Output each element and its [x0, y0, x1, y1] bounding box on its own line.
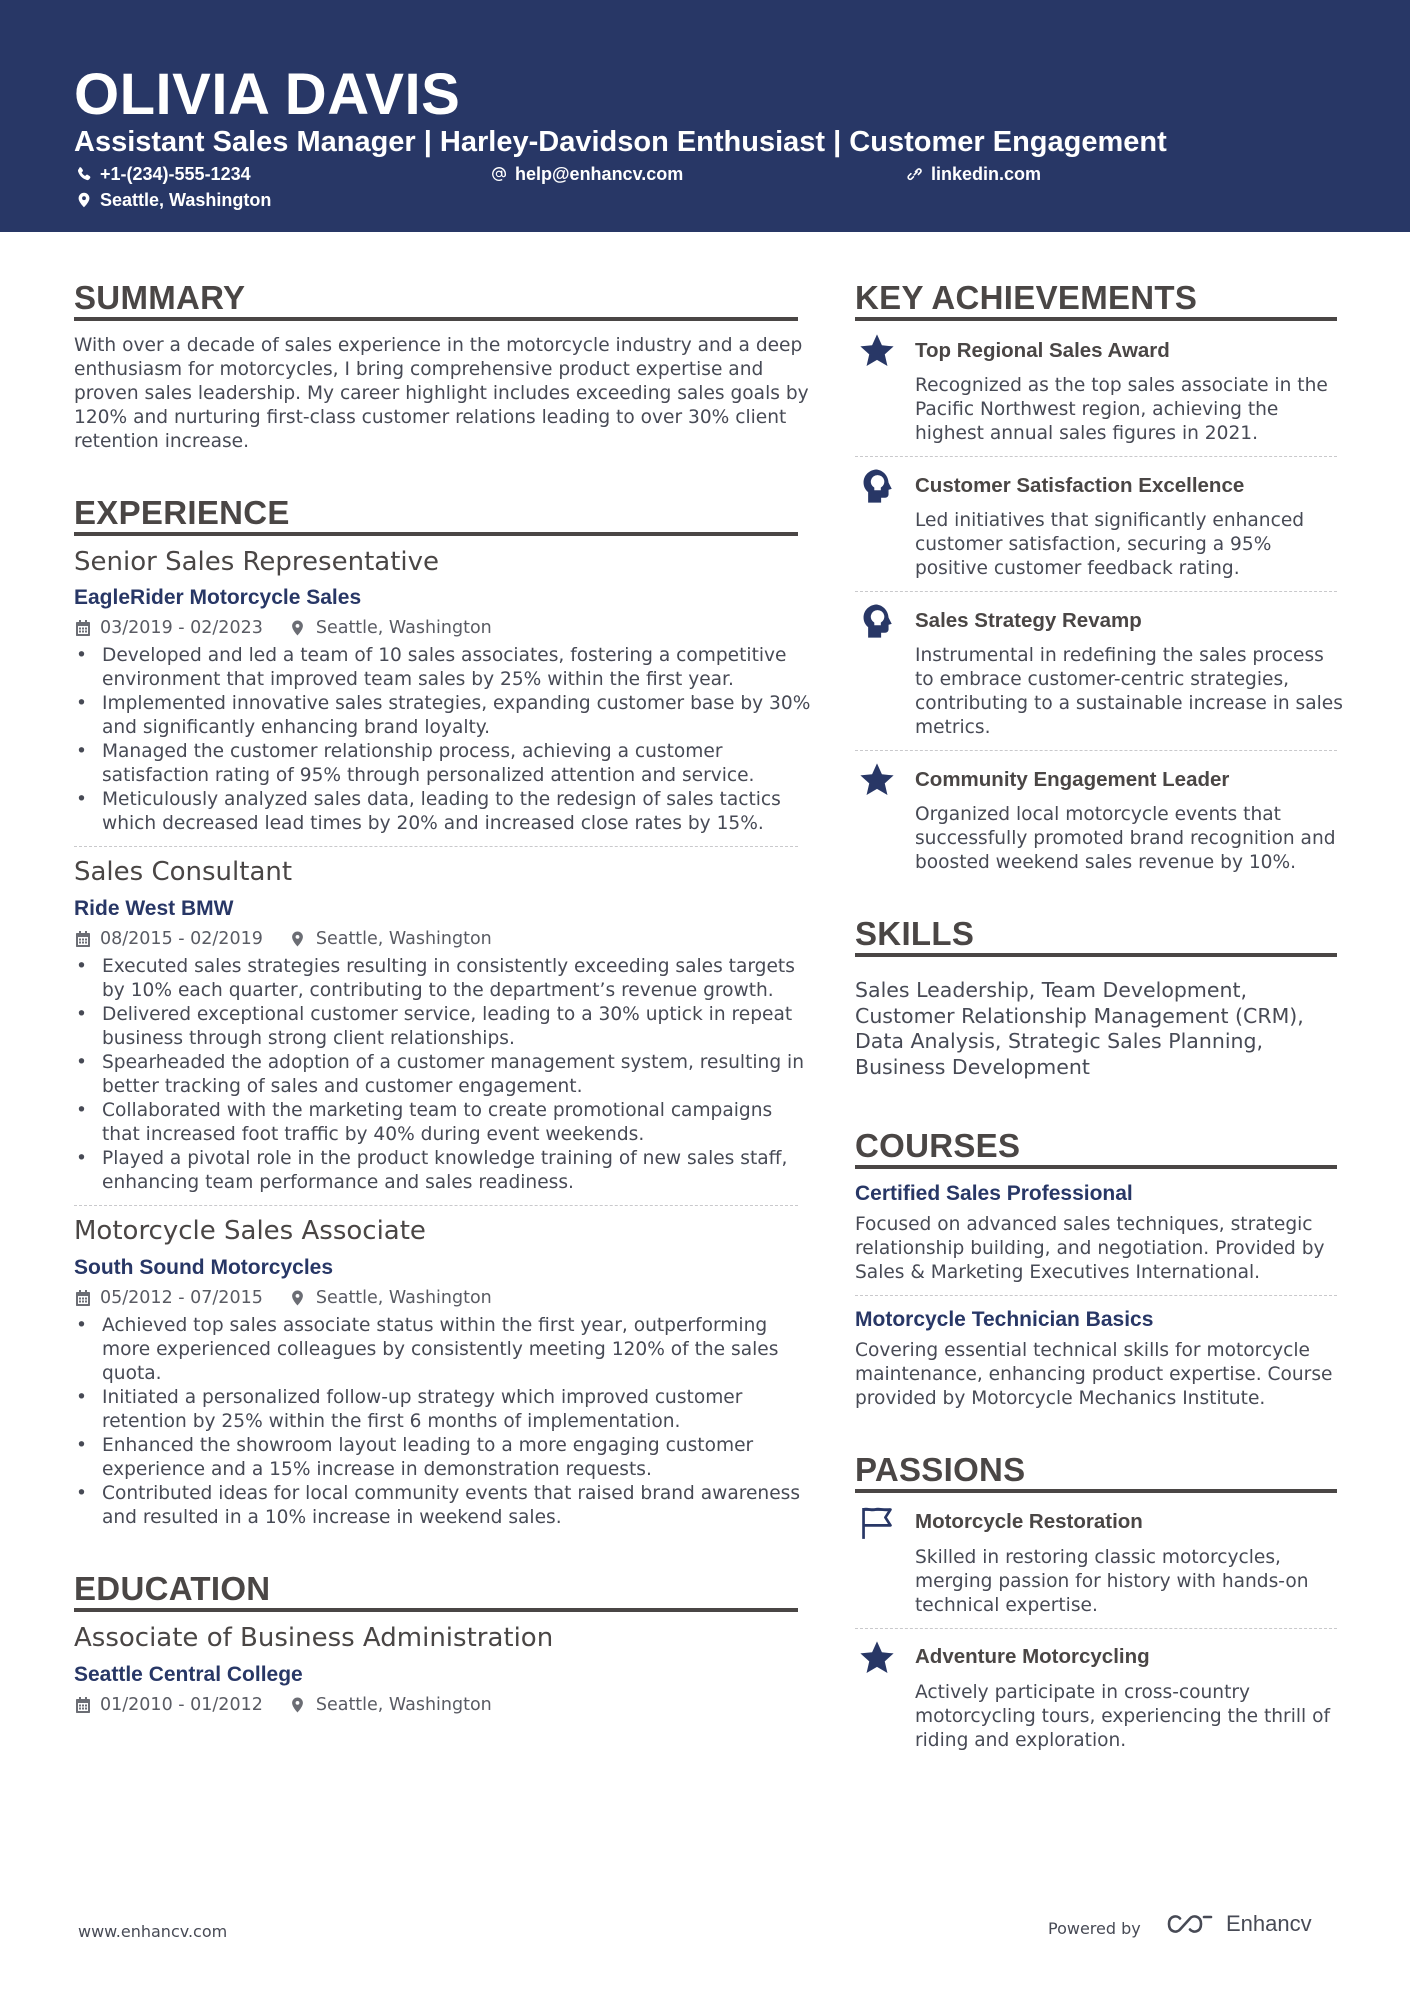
phone-text: +1-(234)-555-1234	[100, 164, 251, 184]
summary-line: enthusiasm for motorcycles, I bring comprehensive product expertise and	[74, 359, 764, 380]
job-location	[291, 1287, 492, 1309]
courses-rule	[855, 1165, 1337, 1169]
description-line: Instrumental in redefining the sales process	[915, 645, 1324, 666]
candidate-headline: Assistant Sales Manager | Harley-Davidson Enthusiast | Customer Engagement	[74, 126, 1167, 158]
description-line: Sales & Marketing Executives International.	[855, 1262, 1261, 1283]
calendar-icon	[76, 931, 90, 947]
enhancv-logo-icon	[1166, 1911, 1214, 1937]
passion-title: Motorcycle Restoration	[915, 1510, 1143, 1533]
summary-line: retention increase.	[74, 431, 249, 452]
location-pin-icon	[291, 1697, 304, 1713]
achievement-description	[915, 803, 1336, 875]
bullet-line: • Enhanced the showroom layout leading to a more engaging customer	[102, 1435, 754, 1456]
bullet-line: enhancing team performance and sales readiness.	[102, 1172, 574, 1193]
footer-powered-by: Powered by	[1048, 1919, 1141, 1938]
description-line: provided by Motorcycle Mechanics Institute.	[855, 1388, 1266, 1409]
list-item	[74, 692, 814, 740]
star-icon	[858, 332, 896, 370]
description-line: maintenance, enhancing product expertise. Course	[855, 1364, 1333, 1385]
footer-website-link[interactable]: www.enhancv.com	[78, 1922, 228, 1941]
education-meta	[76, 1694, 492, 1716]
list-item	[74, 788, 814, 836]
bullet-line: environment that improved team sales by 25% within the first year.	[102, 669, 734, 690]
job-bullets	[74, 644, 814, 836]
description-line: Actively participate in cross-country	[915, 1682, 1251, 1703]
job-bullets	[74, 955, 814, 1195]
achievement-title: Top Regional Sales Award	[915, 339, 1170, 362]
list-item	[74, 1434, 814, 1482]
job-role: Motorcycle Sales Associate	[74, 1216, 426, 1246]
description-line: merging passion for history with hands-on	[915, 1571, 1309, 1592]
at-icon	[491, 166, 507, 182]
summary-text	[74, 334, 809, 454]
job-company: Ride West BMW	[74, 897, 234, 920]
phone-icon	[76, 166, 92, 182]
flag-icon	[858, 1504, 896, 1542]
link-icon	[907, 166, 923, 182]
location-pin-icon	[76, 192, 92, 208]
list-item	[74, 740, 814, 788]
job-meta	[76, 1287, 492, 1309]
achievement-description	[915, 509, 1304, 581]
head-idea-icon	[858, 602, 896, 640]
achievement-title: Community Engagement Leader	[915, 768, 1230, 791]
job-location	[291, 617, 492, 639]
description-line: highest annual sales figures in 2021.	[915, 423, 1259, 444]
description-line: Focused on advanced sales techniques, strategic	[855, 1214, 1313, 1235]
list-item	[74, 1147, 814, 1195]
education-heading: EDUCATION	[74, 1570, 271, 1607]
skills-line: Sales Leadership, Team Development,	[855, 978, 1248, 1002]
achievements-rule	[855, 317, 1337, 321]
divider	[74, 846, 798, 847]
contact-linkedin[interactable]	[907, 163, 1041, 185]
job-company: EagleRider Motorcycle Sales	[74, 586, 362, 609]
experience-rule	[74, 532, 798, 536]
description-line: customer satisfaction, securing a 95%	[915, 534, 1272, 555]
job-dates: 08/2015 - 02/2019	[100, 929, 263, 949]
calendar-icon	[76, 1697, 90, 1713]
passions-rule	[855, 1489, 1337, 1493]
description-line: metrics.	[915, 717, 991, 738]
divider	[74, 1205, 798, 1206]
courses-heading: COURSES	[855, 1127, 1021, 1164]
passion-description	[915, 1681, 1330, 1753]
education-degree: Associate of Business Administration	[74, 1623, 554, 1653]
achievement-title: Sales Strategy Revamp	[915, 609, 1142, 632]
bullet-line: • Spearheaded the adoption of a customer management system, resulting in	[102, 1052, 804, 1073]
job-meta	[76, 928, 492, 950]
description-line: Recognized as the top sales associate in the	[915, 375, 1328, 396]
bullet-line: which decreased lead times by 20% and increased close rates by 15%.	[102, 813, 764, 834]
summary-line: With over a decade of sales experience in the motorcycle industry and a deep	[74, 335, 803, 356]
description-line: technical expertise.	[915, 1595, 1098, 1616]
job-bullets	[74, 1314, 814, 1530]
email-text: help@enhancv.com	[515, 164, 684, 184]
contact-phone[interactable]	[76, 163, 251, 185]
bullet-line: by 10% each quarter, contributing to the department’s revenue growth.	[102, 980, 774, 1001]
education-location-text: Seattle, Washington	[315, 1695, 492, 1715]
bullet-line: that increased foot traffic by 40% during event weekends.	[102, 1124, 645, 1145]
divider	[855, 591, 1337, 592]
divider	[855, 1295, 1337, 1296]
education-dates: 01/2010 - 01/2012	[100, 1695, 263, 1715]
summary-rule	[74, 317, 798, 321]
job-meta	[76, 617, 492, 639]
description-line: Pacific Northwest region, achieving the	[915, 399, 1279, 420]
description-line: successfully promoted brand recognition and	[915, 828, 1336, 849]
education-location	[291, 1694, 492, 1716]
skills-line: Data Analysis, Strategic Sales Planning,	[855, 1029, 1264, 1053]
location-pin-icon	[291, 620, 304, 636]
education-rule	[74, 1608, 798, 1612]
enhancv-logo[interactable]	[1166, 1911, 1312, 1937]
job-location	[291, 928, 492, 950]
contact-email[interactable]	[491, 163, 683, 185]
job-location-text: Seattle, Washington	[315, 618, 492, 638]
description-line: positive customer feedback rating.	[915, 558, 1240, 579]
list-item	[74, 955, 814, 1003]
bullet-line: and significantly enhancing brand loyalty.	[102, 717, 491, 738]
bullet-line: • Executed sales strategies resulting in consistently exceeding sales targets	[102, 956, 795, 977]
bullet-line: • Contributed ideas for local community events that raised brand awareness	[102, 1483, 801, 1504]
bullet-line: quota.	[102, 1363, 162, 1384]
skills-line: Business Development	[855, 1054, 1090, 1079]
star-icon	[858, 761, 896, 799]
description-line: to embrace customer-centric strategies,	[915, 669, 1290, 690]
course-description	[855, 1339, 1332, 1411]
bullet-line: retention by 25% within the first 6 months of implementation.	[102, 1411, 681, 1432]
calendar-icon	[76, 620, 90, 636]
job-location-text: Seattle, Washington	[315, 929, 492, 949]
job-dates: 05/2012 - 07/2015	[100, 1288, 263, 1308]
bullet-line: and resulted in a 10% increase in weekend sales.	[102, 1507, 562, 1528]
job-company: South Sound Motorcycles	[74, 1256, 334, 1279]
bullet-line: • Delivered exceptional customer service, leading to a 30% uptick in repeat	[102, 1004, 793, 1025]
job-role: Senior Sales Representative	[74, 547, 439, 577]
bullet-line: • Collaborated with the marketing team to create promotional campaigns	[102, 1100, 773, 1121]
summary-heading: SUMMARY	[74, 279, 246, 316]
bullet-line: satisfaction rating of 95% through personalized attention and service.	[102, 765, 755, 786]
course-title: Certified Sales Professional	[855, 1182, 1133, 1205]
location-text: Seattle, Washington	[100, 190, 272, 210]
star-icon	[858, 1639, 896, 1677]
description-line: relationship building, and negotiation. Provided by	[855, 1238, 1325, 1259]
bullet-line: • Developed and led a team of 10 sales associates, fostering a competitive	[102, 645, 787, 666]
bullet-line: • Achieved top sales associate status within the first year, outperforming	[102, 1315, 768, 1336]
achievement-description	[915, 374, 1328, 446]
list-item	[74, 1099, 814, 1147]
bullet-line: better tracking of sales and customer engagement.	[102, 1076, 583, 1097]
job-dates: 03/2019 - 02/2023	[100, 618, 263, 638]
summary-line: proven sales leadership. My career highlight includes exceeding sales goals by	[74, 383, 809, 404]
passions-heading: PASSIONS	[855, 1451, 1026, 1488]
location-pin-icon	[291, 931, 304, 947]
experience-heading: EXPERIENCE	[74, 494, 290, 531]
description-line: motorcycling tours, experiencing the thrill of	[915, 1706, 1331, 1727]
skills-heading: SKILLS	[855, 915, 975, 952]
achievements-heading: KEY ACHIEVEMENTS	[855, 279, 1198, 316]
resume-header	[0, 0, 1410, 232]
passion-description	[915, 1546, 1309, 1618]
location-pin-icon	[291, 1290, 304, 1306]
bullet-line: • Meticulously analyzed sales data, leading to the redesign of sales tactics	[102, 789, 781, 810]
description-line: contributing to a sustainable increase in sales	[915, 693, 1343, 714]
job-role: Sales Consultant	[74, 857, 293, 887]
achievement-description	[915, 644, 1343, 740]
bullet-line: business through strong client relationships.	[102, 1028, 515, 1049]
bullet-line: • Implemented innovative sales strategies, expanding customer base by 30%	[102, 693, 811, 714]
skills-line: Customer Relationship Management (CRM),	[855, 1003, 1304, 1028]
list-item	[74, 1482, 814, 1530]
skills-rule	[855, 953, 1337, 957]
divider	[855, 1628, 1337, 1629]
bullet-line: • Initiated a personalized follow-up strategy which improved customer	[102, 1387, 743, 1408]
list-item	[74, 1386, 814, 1434]
divider	[855, 750, 1337, 751]
description-line: Skilled in restoring classic motorcycles,	[915, 1547, 1281, 1568]
description-line: boosted weekend sales revenue by 10%.	[915, 852, 1297, 873]
description-line: Led initiatives that significantly enhanced	[915, 510, 1305, 531]
education-school: Seattle Central College	[74, 1663, 303, 1686]
bullet-line: • Played a pivotal role in the product knowledge training of new sales staff,	[102, 1148, 788, 1169]
description-line: riding and exploration.	[915, 1730, 1127, 1751]
description-line: Organized local motorcycle events that	[915, 804, 1281, 825]
bullet-line: • Managed the customer relationship process, achieving a customer	[102, 741, 723, 762]
contact-location	[76, 189, 271, 211]
list-item	[74, 1314, 814, 1386]
description-line: Covering essential technical skills for motorcycle	[855, 1340, 1310, 1361]
course-title: Motorcycle Technician Basics	[855, 1308, 1154, 1331]
job-location-text: Seattle, Washington	[315, 1288, 492, 1308]
brand-name: Enhancv	[1226, 1911, 1312, 1936]
skills-list	[855, 978, 1304, 1080]
list-item	[74, 1051, 814, 1099]
list-item	[74, 1003, 814, 1051]
summary-line: 120% and nurturing first-class customer relations leading to over 30% client	[74, 407, 787, 428]
head-idea-icon	[858, 467, 896, 505]
passion-title: Adventure Motorcycling	[915, 1645, 1150, 1668]
bullet-line: more experienced colleagues by consistently meeting 120% of the sales	[102, 1339, 779, 1360]
candidate-name: OLIVIA DAVIS	[74, 62, 461, 127]
linkedin-text: linkedin.com	[931, 164, 1042, 184]
course-description	[855, 1213, 1325, 1285]
divider	[855, 456, 1337, 457]
bullet-line: experience and a 15% increase in demonstration requests.	[102, 1459, 652, 1480]
calendar-icon	[76, 1290, 90, 1306]
achievement-title: Customer Satisfaction Excellence	[915, 474, 1245, 497]
list-item	[74, 644, 814, 692]
